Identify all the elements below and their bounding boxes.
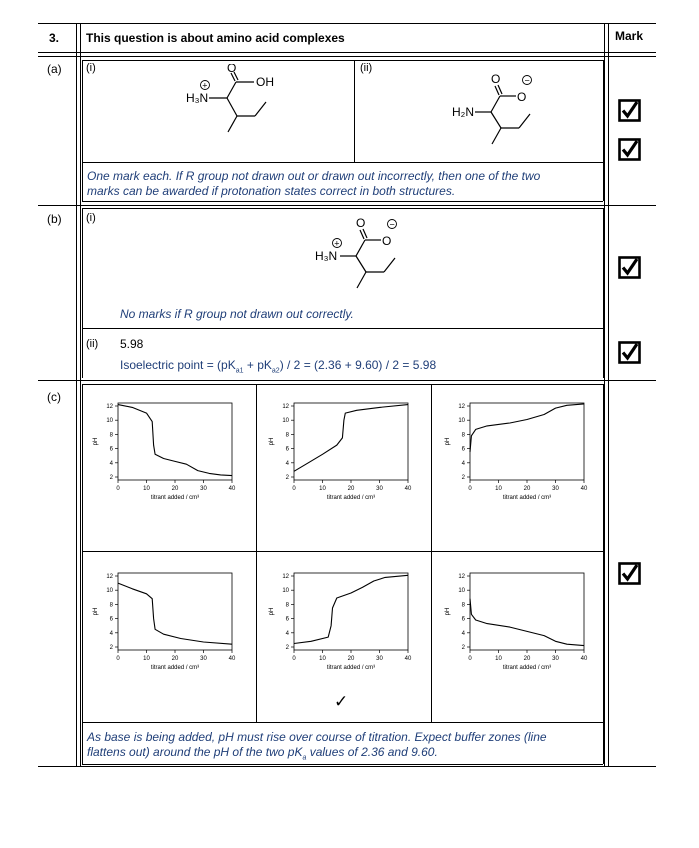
y-tick-label: 6 [461, 446, 465, 453]
x-tick-label: 0 [292, 656, 296, 662]
isoelectric-answer: 5.98 [120, 337, 144, 351]
x-tick-label: 40 [580, 656, 588, 662]
part-a-label: (a) [47, 62, 62, 76]
chart-1-ylabel: pH [93, 437, 99, 446]
chart-4-xlabel: titrant added / cm³ [150, 665, 200, 671]
y-tick-label: 12 [458, 404, 465, 410]
y-tick-label: 12 [106, 574, 113, 580]
checkbox-checked-icon [618, 562, 641, 585]
mark-checkbox[interactable] [618, 562, 641, 585]
y-tick-label: 8 [109, 602, 113, 609]
part-b-i-label: (i) [86, 212, 96, 224]
part-b-ii-label: (ii) [86, 338, 99, 350]
y-tick-label: 10 [106, 588, 113, 595]
y-tick-label: 4 [285, 630, 289, 637]
part-c-label: (c) [47, 390, 61, 404]
chart-2-frame [294, 403, 408, 480]
x-tick-label: 40 [404, 486, 412, 492]
y-tick-label: 2 [285, 645, 289, 651]
y-tick-label: 2 [285, 475, 289, 481]
y-tick-label: 4 [461, 460, 465, 467]
x-tick-label: 30 [200, 486, 207, 492]
chart-5-ylabel: pH [269, 607, 275, 616]
y-tick-label: 8 [285, 432, 289, 439]
chart-3-series-line [470, 404, 584, 452]
y-tick-label: 6 [109, 446, 113, 453]
x-tick-label: 20 [347, 486, 355, 492]
svg-text:OH: OH [256, 75, 274, 89]
svg-text:O: O [227, 64, 237, 75]
chart-4-series-line [118, 583, 232, 644]
part-b-note: No marks if R group not drawn out correctly. [120, 307, 354, 321]
x-tick-label: 20 [523, 486, 531, 492]
y-tick-label: 8 [461, 602, 465, 609]
y-tick-label: 12 [106, 404, 113, 410]
x-tick-label: 20 [171, 486, 179, 492]
x-tick-label: 40 [228, 486, 236, 492]
question-title: This question is about amino acid complexes [86, 31, 345, 45]
y-tick-label: 6 [285, 616, 289, 623]
y-tick-label: 10 [106, 418, 113, 425]
chart-6-xlabel: titrant added / cm³ [502, 665, 552, 671]
y-tick-label: 12 [282, 404, 289, 410]
part-b-label: (b) [47, 212, 62, 226]
part-c-note-line2: flattens out) around the pH of the two $pK_a$ values of 2.36 and 9.60. [87, 745, 438, 762]
x-tick-label: 0 [468, 486, 472, 492]
x-tick-label: 10 [319, 656, 326, 662]
svg-text:−: − [389, 219, 395, 230]
x-tick-label: 30 [376, 656, 383, 662]
x-tick-label: 10 [495, 486, 502, 492]
y-tick-label: 6 [109, 616, 113, 623]
part-a-note-line2: marks can be awarded if protonation states correct in both structures. [87, 184, 456, 198]
chart-4-ylabel: pH [93, 607, 99, 616]
chart-1-xlabel: titrant added / cm³ [150, 495, 200, 501]
chart-2-xlabel: titrant added / cm³ [326, 495, 376, 501]
checkbox-checked-icon [618, 138, 641, 161]
x-tick-label: 0 [116, 656, 120, 662]
part-a-i-label: (i) [86, 62, 96, 74]
x-tick-label: 0 [116, 486, 120, 492]
y-tick-label: 10 [458, 588, 465, 595]
svg-text:O: O [491, 72, 501, 86]
y-tick-label: 2 [461, 475, 465, 481]
svg-text:H₂N: H₂N [452, 105, 474, 119]
svg-text:O: O [382, 234, 392, 248]
x-tick-label: 30 [376, 486, 383, 492]
y-tick-label: 4 [109, 460, 113, 467]
part-a-note-line1: One mark each. If R group not drawn out or drawn out incorrectly, then one of the two [87, 169, 541, 183]
part-a-ii-label: (ii) [360, 62, 373, 74]
chart-6-series-line [470, 599, 584, 646]
y-tick-label: 2 [109, 645, 113, 651]
x-tick-label: 10 [319, 486, 326, 492]
chart-6-frame [470, 573, 584, 650]
correct-answer-tick: ✓ [334, 692, 349, 711]
x-tick-label: 10 [143, 656, 150, 662]
mark-checkbox[interactable] [618, 341, 641, 364]
mark-checkbox[interactable] [618, 138, 641, 161]
mark-column-header: Mark [615, 29, 644, 43]
y-tick-label: 4 [461, 630, 465, 637]
mark-checkbox[interactable] [618, 99, 641, 122]
svg-text:+: + [334, 238, 340, 249]
y-tick-label: 10 [282, 588, 289, 595]
question-number: 3. [49, 31, 60, 45]
checkbox-checked-icon [618, 341, 641, 364]
svg-text:O: O [356, 216, 366, 230]
x-tick-label: 20 [171, 656, 179, 662]
checkbox-checked-icon [618, 256, 641, 279]
y-tick-label: 10 [458, 418, 465, 425]
y-tick-label: 4 [285, 460, 289, 467]
chart-5-series-line [294, 575, 408, 643]
part-c-note-line1: As base is being added, pH must rise over course of titration. Expect buffer zones (line [87, 730, 547, 744]
chart-3-ylabel: pH [445, 437, 451, 446]
svg-text:H₃N: H₃N [315, 249, 338, 263]
y-tick-label: 8 [109, 432, 113, 439]
y-tick-label: 8 [461, 432, 465, 439]
x-tick-label: 20 [347, 656, 355, 662]
y-tick-label: 2 [109, 475, 113, 481]
svg-text:O: O [517, 90, 527, 104]
y-tick-label: 12 [282, 574, 289, 580]
chart-2-series-line [294, 405, 408, 472]
y-tick-label: 6 [461, 616, 465, 623]
x-tick-label: 20 [523, 656, 531, 662]
x-tick-label: 30 [552, 656, 559, 662]
checkbox-checked-icon [618, 99, 641, 122]
chart-1-frame [118, 403, 232, 480]
mark-checkbox[interactable] [618, 256, 641, 279]
chart-5-xlabel: titrant added / cm³ [326, 665, 376, 671]
x-tick-label: 0 [292, 486, 296, 492]
svg-text:−: − [524, 75, 530, 86]
x-tick-label: 40 [228, 656, 236, 662]
chart-3-xlabel: titrant added / cm³ [502, 495, 552, 501]
chart-5-frame [294, 573, 408, 650]
y-tick-label: 6 [285, 446, 289, 453]
y-tick-label: 4 [109, 630, 113, 637]
chart-6-ylabel: pH [445, 607, 451, 616]
amine-label: H₃N [186, 91, 209, 105]
chart-4-frame [118, 573, 232, 650]
chart-2-ylabel: pH [269, 437, 275, 446]
y-tick-label: 10 [282, 418, 289, 425]
y-tick-label: 8 [285, 602, 289, 609]
y-tick-label: 2 [461, 645, 465, 651]
x-tick-label: 10 [495, 656, 502, 662]
y-tick-label: 12 [458, 574, 465, 580]
x-tick-label: 0 [468, 656, 472, 662]
isoelectric-working: Isoelectric point = $(pK_{a1} + pK_{a2}) / 2 = (2.36 + 9.60) / 2 = 5.98$ [120, 358, 437, 375]
chart-1-series-line [118, 405, 232, 476]
x-tick-label: 30 [552, 486, 559, 492]
x-tick-label: 10 [143, 486, 150, 492]
svg-text:+: + [202, 80, 208, 91]
x-tick-label: 40 [404, 656, 412, 662]
x-tick-label: 30 [200, 656, 207, 662]
x-tick-label: 40 [580, 486, 588, 492]
chart-3-frame [470, 403, 584, 480]
